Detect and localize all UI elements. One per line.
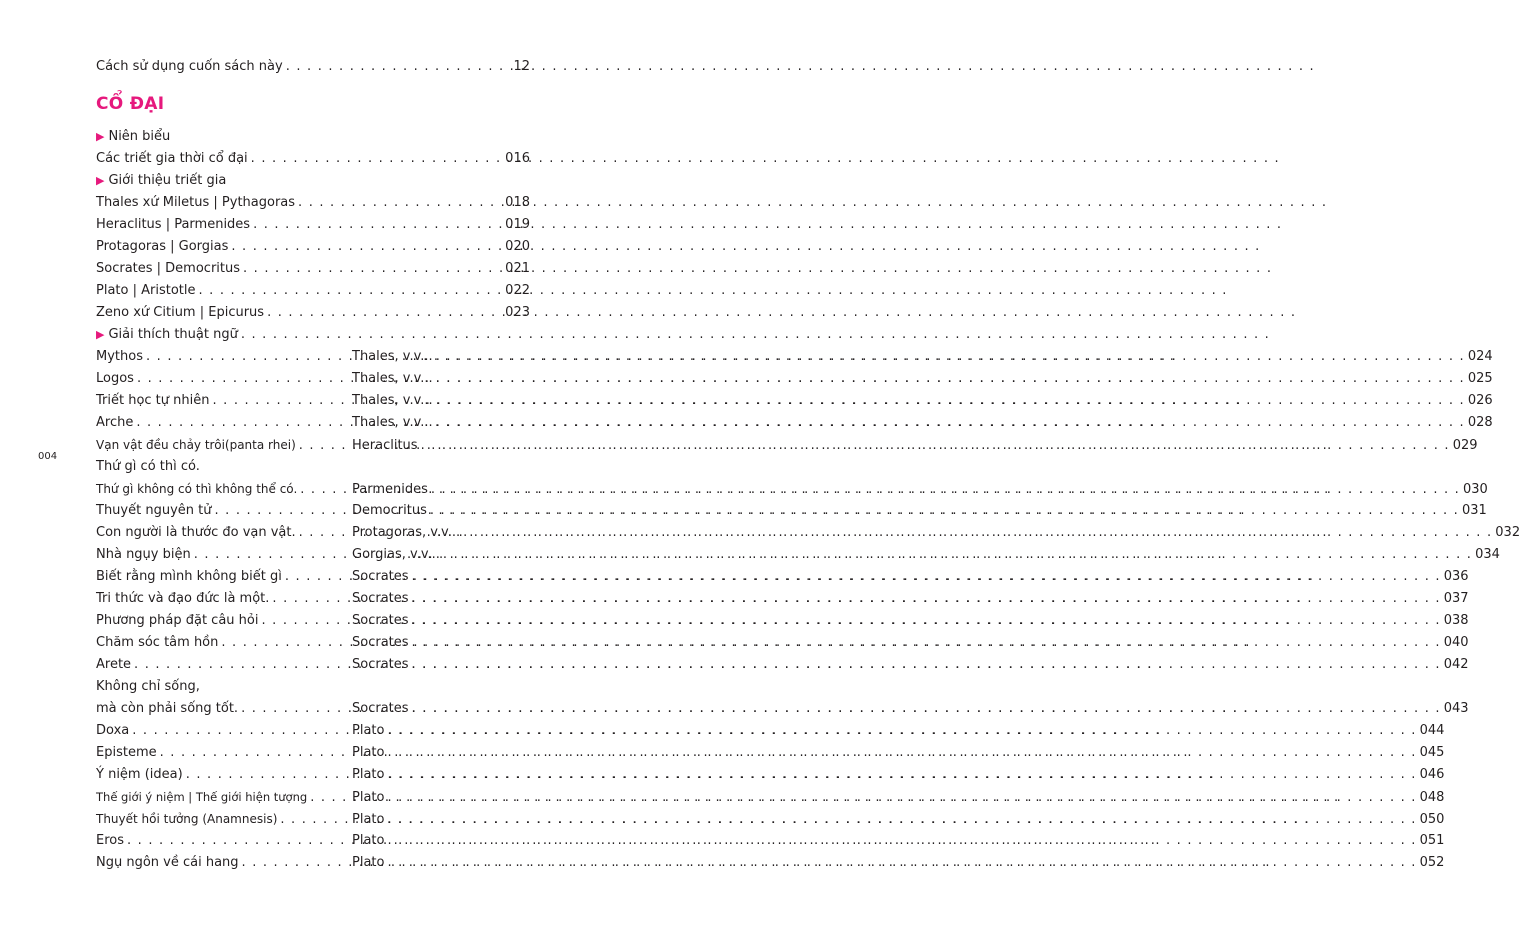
- leader-dots: [299, 523, 349, 543]
- leader-dots: [387, 743, 1416, 763]
- leader-dots: [280, 810, 349, 830]
- toc-entry-page: 028: [1467, 415, 1493, 430]
- toc-entry-page: 020: [505, 239, 530, 254]
- toc-entry[interactable]: [96, 765, 1445, 785]
- toc-entry-title: Heraclitus | Parmenides: [96, 217, 251, 232]
- triangle-marker-icon: ▶: [96, 174, 105, 187]
- toc-entry-author: Plato: [352, 812, 385, 827]
- toc-entry-title: Biết rằng mình không biết gì: [96, 569, 282, 584]
- leader-dots: [242, 853, 349, 873]
- triangle-marker-icon: ▶: [96, 328, 105, 341]
- toc-entry[interactable]: [96, 501, 1487, 521]
- toc-entry-title: Ngụ ngôn về cái hang: [96, 855, 239, 870]
- group-heading-philosophers: ▶ Giới thiệu triết gia: [96, 173, 227, 188]
- toc-entry-page: 040: [1443, 635, 1469, 650]
- toc-entry-title: Thế giới ý niệm | Thế giới hiện tượng: [96, 790, 308, 804]
- toc-entry-title: Doxa: [96, 723, 130, 738]
- toc-entry-line: Không chỉ sống,: [96, 679, 200, 694]
- leader-dots: [231, 237, 505, 257]
- toc-entry[interactable]: [96, 721, 1445, 741]
- leader-dots: [298, 193, 505, 213]
- toc-entry-page: 048: [1419, 790, 1445, 805]
- leader-dots: [430, 501, 1459, 521]
- leader-dots: [221, 633, 349, 653]
- leader-dots: [387, 810, 1416, 830]
- leader-dots: [387, 765, 1416, 785]
- toc-entry-page: 018: [505, 195, 530, 210]
- leader-dots: [412, 655, 1441, 675]
- toc-entry-title: Thuyết hồi tưởng (Anamnesis): [96, 812, 278, 826]
- toc-entry-page: 12: [513, 59, 530, 74]
- toc-entry-author: Parmenides: [352, 482, 428, 497]
- toc-entry-author: Socrates: [352, 569, 409, 584]
- toc-entry-page: 016: [505, 151, 530, 166]
- toc-entry-page: 043: [1443, 701, 1469, 716]
- toc-entry[interactable]: [96, 545, 1500, 565]
- toc-entry-title: Eros: [96, 833, 124, 848]
- toc-entry-author: Democritus: [352, 503, 427, 518]
- toc-entry[interactable]: [96, 303, 530, 323]
- leader-dots: [212, 391, 349, 411]
- leader-dots: [463, 523, 1492, 543]
- toc-entry-title: Arche: [96, 415, 134, 430]
- leader-dots: [412, 699, 1441, 719]
- leader-dots: [286, 57, 514, 77]
- toc-entry[interactable]: [96, 809, 1445, 829]
- toc-entry[interactable]: [96, 435, 1478, 455]
- leader-dots: [387, 831, 1416, 851]
- toc-entry-author: Socrates: [352, 591, 409, 606]
- toc-entry-author: Socrates: [352, 635, 409, 650]
- toc-entry-page: 026: [1467, 393, 1493, 408]
- leader-dots: [436, 391, 1465, 411]
- toc-entry[interactable]: [96, 215, 530, 235]
- leader-dots: [272, 589, 349, 609]
- toc-entry-page: 038: [1443, 613, 1469, 628]
- toc-entry-page: 031: [1461, 503, 1487, 518]
- toc-entry-title: Episteme: [96, 745, 157, 760]
- toc-entry-author: Plato: [352, 833, 385, 848]
- leader-dots: [132, 721, 349, 741]
- toc-entry-page: 023: [505, 305, 530, 320]
- toc-entry[interactable]: [96, 479, 1488, 499]
- toc-entry-author: Thales, v.v...: [352, 393, 433, 408]
- leader-dots: [253, 215, 505, 235]
- toc-entry-title: Chăm sóc tâm hồn: [96, 635, 219, 650]
- toc-entry-title: Vạn vật đều chảy trôi(panta rhei): [96, 438, 296, 452]
- toc-entry[interactable]: [96, 831, 1445, 851]
- toc-entry-page: 022: [505, 283, 530, 298]
- leader-dots: [436, 369, 1465, 389]
- toc-entry[interactable]: [96, 369, 1493, 389]
- toc-entry[interactable]: [96, 347, 1493, 367]
- toc-entry[interactable]: [96, 787, 1445, 807]
- toc-entry-author: Socrates: [352, 657, 409, 672]
- toc-entry-page: 052: [1419, 855, 1445, 870]
- toc-entry-author: Plato: [352, 767, 385, 782]
- leader-dots: [412, 611, 1441, 631]
- toc-entry-title: mà còn phải sống tốt.: [96, 701, 239, 716]
- leader-dots: [421, 436, 1450, 456]
- leader-dots: [299, 436, 349, 456]
- leader-dots: [412, 633, 1441, 653]
- leader-dots: [412, 589, 1441, 609]
- toc-entry-page: 042: [1443, 657, 1469, 672]
- section-title: CỔ ĐẠI: [96, 94, 165, 114]
- leader-dots: [241, 325, 520, 345]
- toc-entry[interactable]: [96, 281, 530, 301]
- toc-entry-page: 050: [1419, 812, 1445, 827]
- toc-entry-title: Socrates | Democritus: [96, 261, 241, 276]
- leader-dots: [436, 347, 1465, 367]
- toc-entry[interactable]: [96, 237, 530, 257]
- leader-dots: [214, 501, 349, 521]
- toc-entry-page: 036: [1443, 569, 1469, 584]
- toc-entry-line: Thứ gì có thì có.: [96, 459, 200, 474]
- toc-entry-page: 032: [1495, 525, 1520, 540]
- toc-entry-author: Socrates: [352, 701, 409, 716]
- leader-dots: [431, 480, 1460, 500]
- toc-entry[interactable]: [96, 567, 1469, 587]
- toc-entry-title: Các triết gia thời cổ đại: [96, 151, 248, 166]
- toc-entry-author: Heraclitus: [352, 438, 418, 453]
- toc-entry-page: 019: [505, 217, 530, 232]
- toc-entry-title: Thứ gì không có thì không thể có.: [96, 482, 298, 496]
- toc-entry-title: Plato | Aristotle: [96, 283, 196, 298]
- leader-dots: [194, 545, 349, 565]
- toc-entry-author: Plato: [352, 723, 385, 738]
- toc-entry[interactable]: [96, 853, 1445, 873]
- page-number: 004: [38, 451, 58, 462]
- toc-entry-author: Socrates: [352, 613, 409, 628]
- toc-entry-title: Tri thức và đạo đức là một.: [96, 591, 270, 606]
- leader-dots: [436, 413, 1465, 433]
- toc-entry-page: 051: [1419, 833, 1445, 848]
- toc-entry-title: Phương pháp đặt câu hỏi: [96, 613, 259, 628]
- leader-dots: [127, 831, 349, 851]
- group-heading-terms: ▶ Giải thích thuật ngữ . . .: [96, 325, 520, 345]
- toc-entry-title: Ý niệm (idea): [96, 767, 183, 782]
- toc-entry-title: Protagoras | Gorgias: [96, 239, 229, 254]
- toc-entry-page: 029: [1452, 438, 1478, 453]
- toc-entry-title: Mythos: [96, 349, 143, 364]
- leader-dots: [241, 699, 349, 719]
- leader-dots: [285, 567, 349, 587]
- group-heading-timeline: ▶ Niên biểu: [96, 129, 171, 144]
- toc-entry[interactable]: [96, 413, 1493, 433]
- toc-entry-title: Thuyết nguyên tử: [96, 503, 212, 518]
- toc-entry[interactable]: [96, 589, 1469, 609]
- toc-entry[interactable]: [96, 743, 1445, 763]
- toc-entry-author: Thales, v.v...: [352, 415, 433, 430]
- leader-dots: [199, 281, 506, 301]
- toc-entry[interactable]: [96, 655, 1469, 675]
- toc-entry-title: Triết học tự nhiên: [96, 393, 210, 408]
- toc-entry-title: Nhà ngụy biện: [96, 547, 191, 562]
- leader-dots: [412, 567, 1441, 587]
- toc-entry[interactable]: [96, 699, 1469, 719]
- toc-entry-page: 037: [1443, 591, 1469, 606]
- toc-entry-page: 030: [1463, 482, 1488, 497]
- leader-dots: [160, 743, 349, 763]
- toc-entry[interactable]: [96, 611, 1469, 631]
- leader-dots: [300, 480, 349, 500]
- toc-entry-page: 045: [1419, 745, 1445, 760]
- toc-entry-author: Plato: [352, 790, 385, 805]
- leader-dots: [186, 765, 349, 785]
- leader-dots: [136, 413, 349, 433]
- leader-dots: [387, 721, 1416, 741]
- toc-entry-page: 024: [1467, 349, 1493, 364]
- leader-dots: [443, 545, 1472, 565]
- leader-dots: [261, 611, 349, 631]
- toc-entry-author: Gorgias, v.v...: [352, 547, 440, 562]
- leader-dots: [310, 788, 349, 808]
- leader-dots: [134, 655, 349, 675]
- triangle-marker-icon: ▶: [96, 130, 105, 143]
- toc-entry-page: 025: [1467, 371, 1493, 386]
- leader-dots: [251, 149, 506, 169]
- toc-entry-author: Plato: [352, 855, 385, 870]
- toc-entry-author: Protagoras, v.v...: [352, 525, 461, 540]
- toc-entry-intro[interactable]: [96, 57, 530, 77]
- leader-dots: [387, 788, 1416, 808]
- leader-dots: [137, 369, 349, 389]
- toc-entry-page: 021: [505, 261, 530, 276]
- toc-entry[interactable]: [96, 193, 530, 213]
- leader-dots: [146, 347, 349, 367]
- toc-entry[interactable]: [96, 391, 1493, 411]
- leader-dots: [243, 259, 505, 279]
- toc-entry-title: Cách sử dụng cuốn sách này: [96, 59, 283, 74]
- toc-entry-title: Zeno xứ Citium | Epicurus: [96, 305, 265, 320]
- toc-entry[interactable]: [96, 149, 530, 169]
- toc-entry-author: Thales, v.v...: [352, 371, 433, 386]
- leader-dots: [267, 303, 505, 323]
- toc-entry-author: Plato: [352, 745, 385, 760]
- leader-dots: [387, 853, 1416, 873]
- toc-entry-title: Thales xứ Miletus | Pythagoras: [96, 195, 296, 210]
- toc-entry-author: Thales, v.v...: [352, 349, 433, 364]
- toc-entry[interactable]: [96, 523, 1520, 543]
- toc-entry-title: Arete: [96, 657, 132, 672]
- toc-entry-page: 044: [1419, 723, 1445, 738]
- toc-entry-title: Con người là thước đo vạn vật.: [96, 525, 296, 540]
- toc-entry[interactable]: [96, 259, 530, 279]
- toc-entry[interactable]: [96, 633, 1469, 653]
- toc-entry-page: 034: [1475, 547, 1500, 562]
- toc-entry-page: 046: [1419, 767, 1445, 782]
- toc-entry-title: Logos: [96, 371, 134, 386]
